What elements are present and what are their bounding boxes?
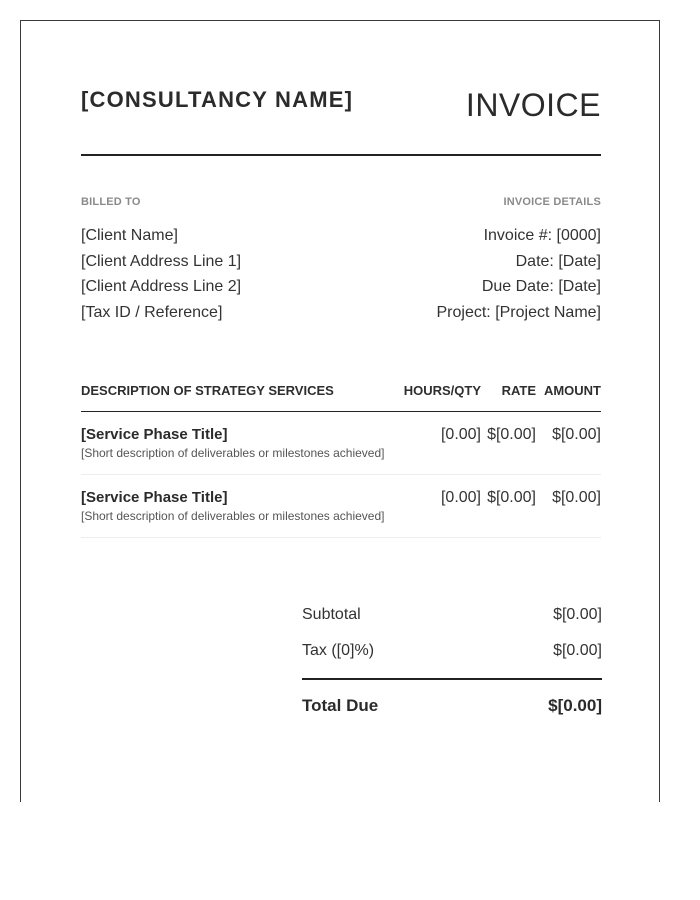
tax-id-reference: [Tax ID / Reference]: [81, 303, 223, 321]
totals-block: [302, 604, 602, 730]
header-amount: AMOUNT: [543, 383, 601, 398]
table-row: [81, 475, 601, 538]
tax-value: $[0.00]: [553, 642, 602, 659]
client-name: [Client Name]: [81, 227, 178, 244]
invoice-date: Date: [Date]: [515, 252, 601, 270]
service-title: [Service Phase Title]: [81, 489, 228, 506]
header-hours-qty: HOURS/QTY: [403, 383, 481, 398]
invoice-project: Project: [Project Name]: [436, 303, 601, 321]
invoice-due-date: Due Date: [Date]: [481, 278, 601, 296]
service-rate: $[0.00]: [487, 489, 536, 506]
table-header: [81, 383, 601, 412]
tax-row: [302, 640, 602, 676]
service-amount: $[0.00]: [552, 489, 601, 506]
invoice-page: [20, 20, 660, 802]
service-description: [Short description of deliverables or milestones achieved]: [81, 509, 385, 523]
subtotal-value: $[0.00]: [553, 606, 602, 623]
table-row: [81, 412, 601, 475]
service-amount: $[0.00]: [552, 426, 601, 443]
totals-divider: [302, 678, 602, 680]
tax-label: Tax ([0]%): [302, 642, 375, 659]
document-title: INVOICE: [465, 87, 601, 123]
client-address-line-1: [Client Address Line 1]: [81, 252, 242, 270]
billing-section: [81, 196, 601, 326]
service-hours-qty: [0.00]: [440, 426, 481, 443]
client-address-line-2: [Client Address Line 2]: [81, 278, 242, 296]
total-due-row: [302, 694, 602, 730]
billed-to-label: BILLED TO: [81, 196, 141, 208]
service-title: [Service Phase Title]: [81, 426, 228, 443]
total-due-label: Total Due: [302, 696, 379, 715]
service-rate: $[0.00]: [487, 426, 536, 443]
subtotal-label: Subtotal: [302, 606, 361, 623]
invoice-number: Invoice #: [0000]: [483, 227, 601, 244]
subtotal-row: [302, 604, 602, 640]
company-name: [CONSULTANCY NAME]: [81, 87, 354, 112]
invoice-header: [81, 87, 601, 156]
service-description: [Short description of deliverables or milestones achieved]: [81, 446, 385, 460]
services-table: [81, 383, 601, 538]
invoice-details-block: [437, 196, 602, 328]
service-hours-qty: [0.00]: [440, 489, 481, 506]
header-rate: RATE: [501, 383, 536, 398]
header-description: DESCRIPTION OF STRATEGY SERVICES: [81, 383, 334, 398]
total-due-value: $[0.00]: [548, 696, 602, 715]
invoice-details-label: INVOICE DETAILS: [503, 196, 601, 208]
billed-to-block: [81, 196, 241, 328]
